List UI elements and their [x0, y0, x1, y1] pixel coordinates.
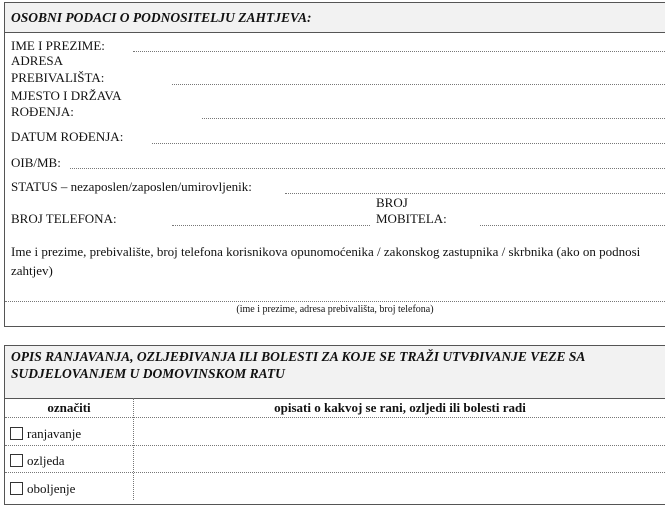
column-header-mark: označiti [47, 400, 91, 415]
column-header-describe: opisati o kakvoj se rani, ozljedi ili bolesti radi [274, 400, 526, 415]
name-label: IME I PREZIME: [11, 38, 105, 53]
oboljenje-option[interactable] [10, 481, 75, 497]
checkbox-icon[interactable] [10, 427, 23, 440]
oib-label: OIB/MB: [11, 155, 61, 170]
ranjavanje-label: ranjavanje [27, 426, 82, 441]
row-divider [5, 445, 665, 446]
title-line-2: SUDJELOVANJEM U DOMOVINSKOM RATU [11, 366, 285, 381]
oib-field[interactable] [70, 168, 665, 169]
representative-text: Ime i prezime, prebivalište, broj telefona korisnikova opunomoćenika / zakonskog zastupnika / skrbnika (ako on podnosi zahtjev) [11, 244, 641, 278]
section-title: OSOBNI PODACI O PODNOSITELJU ZAHTJEVA: [5, 3, 665, 33]
address-label-1: ADRESA [11, 53, 64, 68]
mobile-field[interactable] [480, 225, 665, 226]
ozljeda-label: ozljeda [27, 453, 65, 468]
ozljeda-option[interactable] [10, 453, 65, 469]
birthplace-label-2: ROĐENJA: [11, 104, 74, 119]
name-field[interactable] [133, 51, 665, 52]
row-divider [5, 472, 665, 473]
injury-section-title [5, 346, 665, 399]
ranjavanje-option[interactable] [10, 426, 81, 442]
checkbox-icon[interactable] [10, 482, 23, 495]
phone-field[interactable] [172, 225, 370, 226]
mobile-label-1: BROJ [376, 195, 408, 210]
oboljenje-label: oboljenje [27, 481, 76, 496]
representative-caption: (ime i prezime, adresa prebivališta, broj telefona) [236, 304, 434, 315]
address-field[interactable] [172, 84, 665, 85]
birthdate-field[interactable] [152, 143, 665, 144]
row-divider [5, 417, 665, 418]
birthplace-field[interactable] [202, 118, 665, 119]
status-field[interactable] [285, 193, 665, 194]
birthdate-label: DATUM ROĐENJA: [11, 129, 124, 144]
mobile-label-2: MOBITELA: [376, 211, 447, 226]
phone-label: BROJ TELEFONA: [11, 211, 117, 226]
address-label-2: PREBIVALIŠTA: [11, 70, 105, 85]
title-line-1: OPIS RANJAVANJA, OZLJEĐIVANJA ILI BOLESTI ZA KOJE SE TRAŽI UTVĐIVANJE VEZE SA [11, 349, 586, 364]
status-label: STATUS – nezaposlen/zaposlen/umirovljenik: [11, 179, 252, 194]
checkbox-icon[interactable] [10, 454, 23, 467]
injury-section [4, 345, 665, 505]
birthplace-label-1: MJESTO I DRŽAVA [11, 88, 122, 103]
